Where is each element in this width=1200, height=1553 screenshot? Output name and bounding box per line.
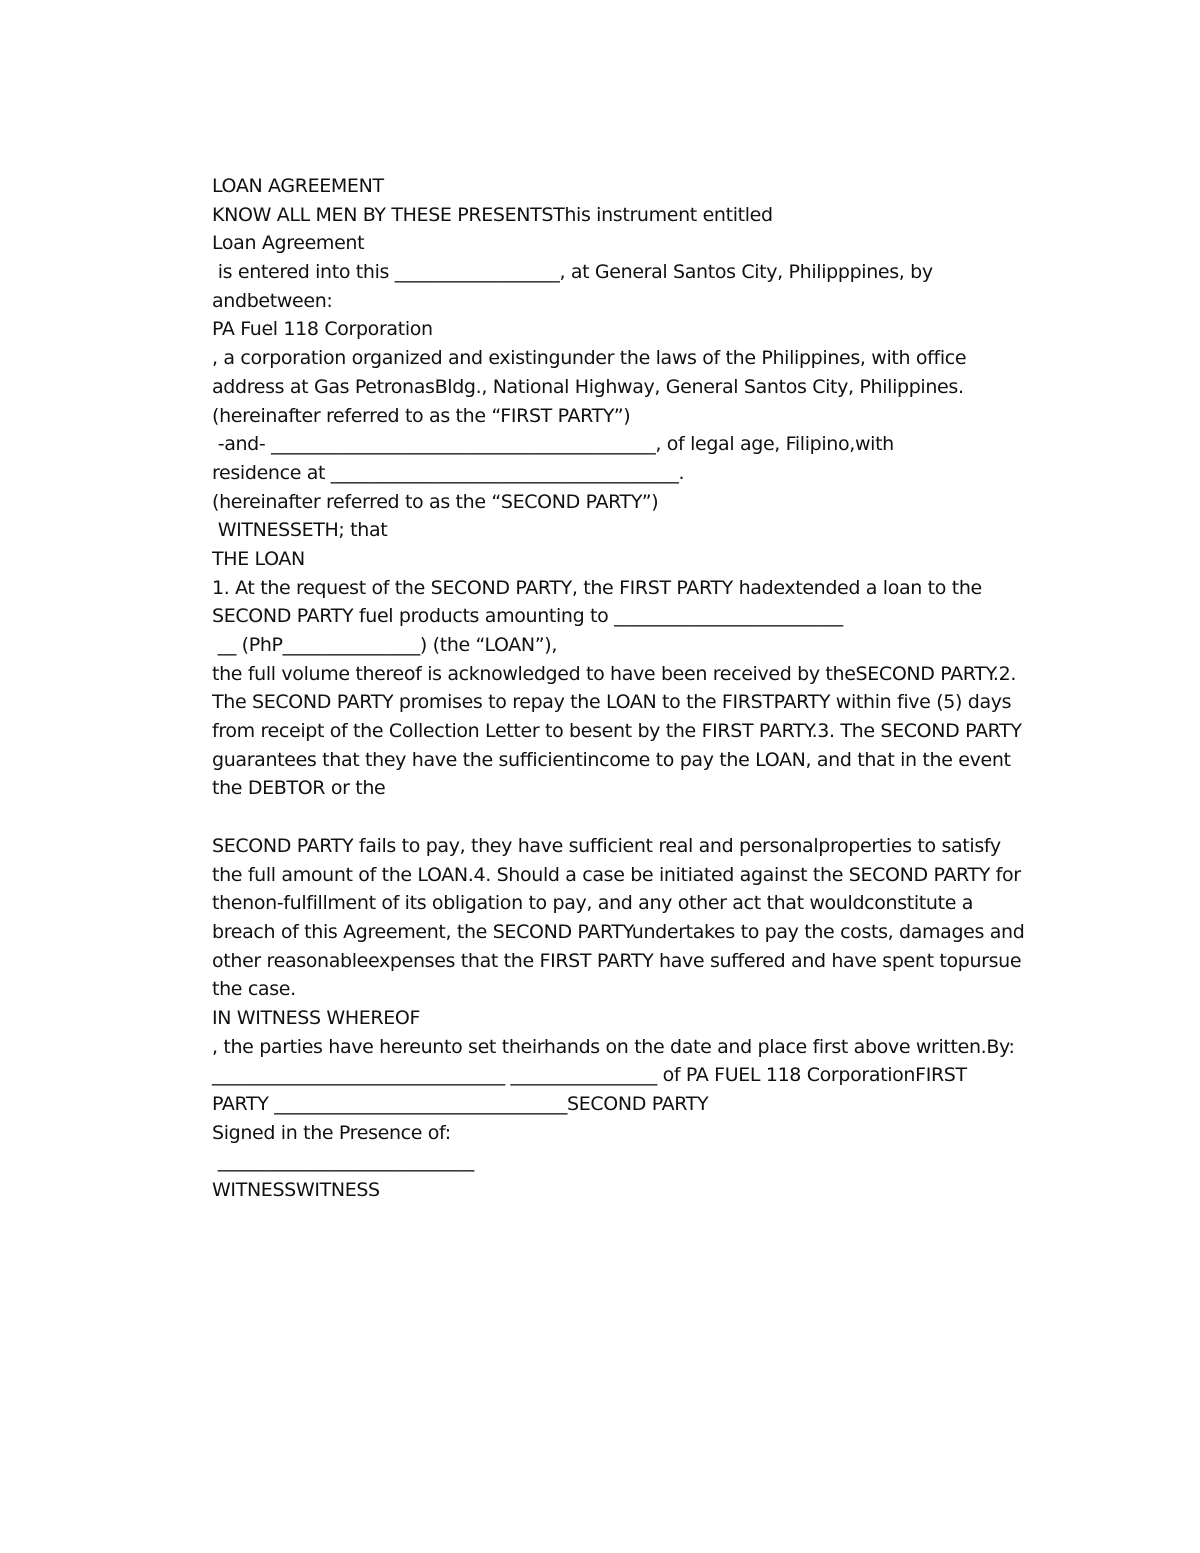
doc-line: from receipt of the Collection Letter to besent by the FIRST PARTY.3. The SECOND PARTY	[212, 720, 1022, 743]
doc-line: is entered into this __________________, at General Santos City, Philipppines, by	[212, 261, 933, 284]
doc-line: the case.	[212, 978, 296, 1001]
doc-line: the DEBTOR or the	[212, 777, 386, 800]
doc-line: (hereinafter referred to as the “SECOND PARTY”)	[212, 490, 659, 513]
witness-labels: WITNESSWITNESS	[212, 1179, 380, 1202]
doc-line: address at Gas PetronasBldg., National Highway, General Santos City, Philippines.	[212, 375, 964, 398]
doc-line: Signed in the Presence of:	[212, 1121, 451, 1144]
doc-line: residence at ______________________________________.	[212, 461, 685, 484]
doc-line: the full volume thereof is acknowledged to have been received by theSECOND PARTY.2.	[212, 662, 1017, 685]
doc-line: 1. At the request of the SECOND PARTY, the FIRST PARTY hadextended a loan to the	[212, 576, 982, 599]
doc-line: WITNESSETH; that	[212, 519, 388, 542]
doc-line: SECOND PARTY fails to pay, they have sufficient real and personalproperties to satisfy	[212, 834, 1001, 857]
doc-line: andbetween:	[212, 289, 333, 312]
doc-line: breach of this Agreement, the SECOND PARTYundertakes to pay the costs, damages and	[212, 920, 1025, 943]
doc-line: __ (PhP_______________) (the “LOAN”),	[212, 634, 558, 656]
doc-line: guarantees that they have the sufficientincome to pay the LOAN, and that in the event	[212, 748, 1011, 771]
doc-line: SECOND PARTY fuel products amounting to _________________________	[212, 605, 843, 628]
doc-line: other reasonableexpenses that the FIRST PARTY have suffered and have spent topursue	[212, 949, 1022, 972]
doc-title: LOAN AGREEMENT	[212, 175, 384, 197]
doc-line: KNOW ALL MEN BY THESE PRESENTSThis instrument entitled	[212, 203, 773, 226]
doc-line: thenon-fulfillment of its obligation to pay, and any other act that wouldconstitute a	[212, 892, 974, 915]
doc-line: -and- __________________________________________, of legal age, Filipino,with	[212, 433, 894, 456]
doc-line: PA Fuel 118 Corporation	[212, 318, 433, 341]
blank-line	[212, 803, 1092, 832]
signature-line: ____________________________	[212, 1150, 474, 1173]
signature-line: PARTY ________________________________SECOND PARTY	[212, 1093, 709, 1115]
doc-line: The SECOND PARTY promises to repay the LOAN to the FIRSTPARTY within five (5) days	[212, 691, 1012, 714]
doc-line: the full amount of the LOAN.4. Should a case be initiated against the SECOND PARTY for	[212, 863, 1021, 886]
doc-line: , a corporation organized and existingunder the laws of the Philippines, with office	[212, 347, 967, 370]
signature-line: ________________________________ ________________ of PA FUEL 118 CorporationFIRST	[212, 1064, 967, 1087]
doc-line: , the parties have hereunto set theirhands on the date and place first above written.By:	[212, 1035, 1015, 1058]
section-heading: THE LOAN	[212, 547, 305, 570]
section-heading: IN WITNESS WHEREOF	[212, 1006, 421, 1029]
doc-line: (hereinafter referred to as the “FIRST PARTY”)	[212, 404, 631, 427]
loan-agreement-text	[212, 172, 1092, 1205]
doc-line: Loan Agreement	[212, 232, 365, 255]
